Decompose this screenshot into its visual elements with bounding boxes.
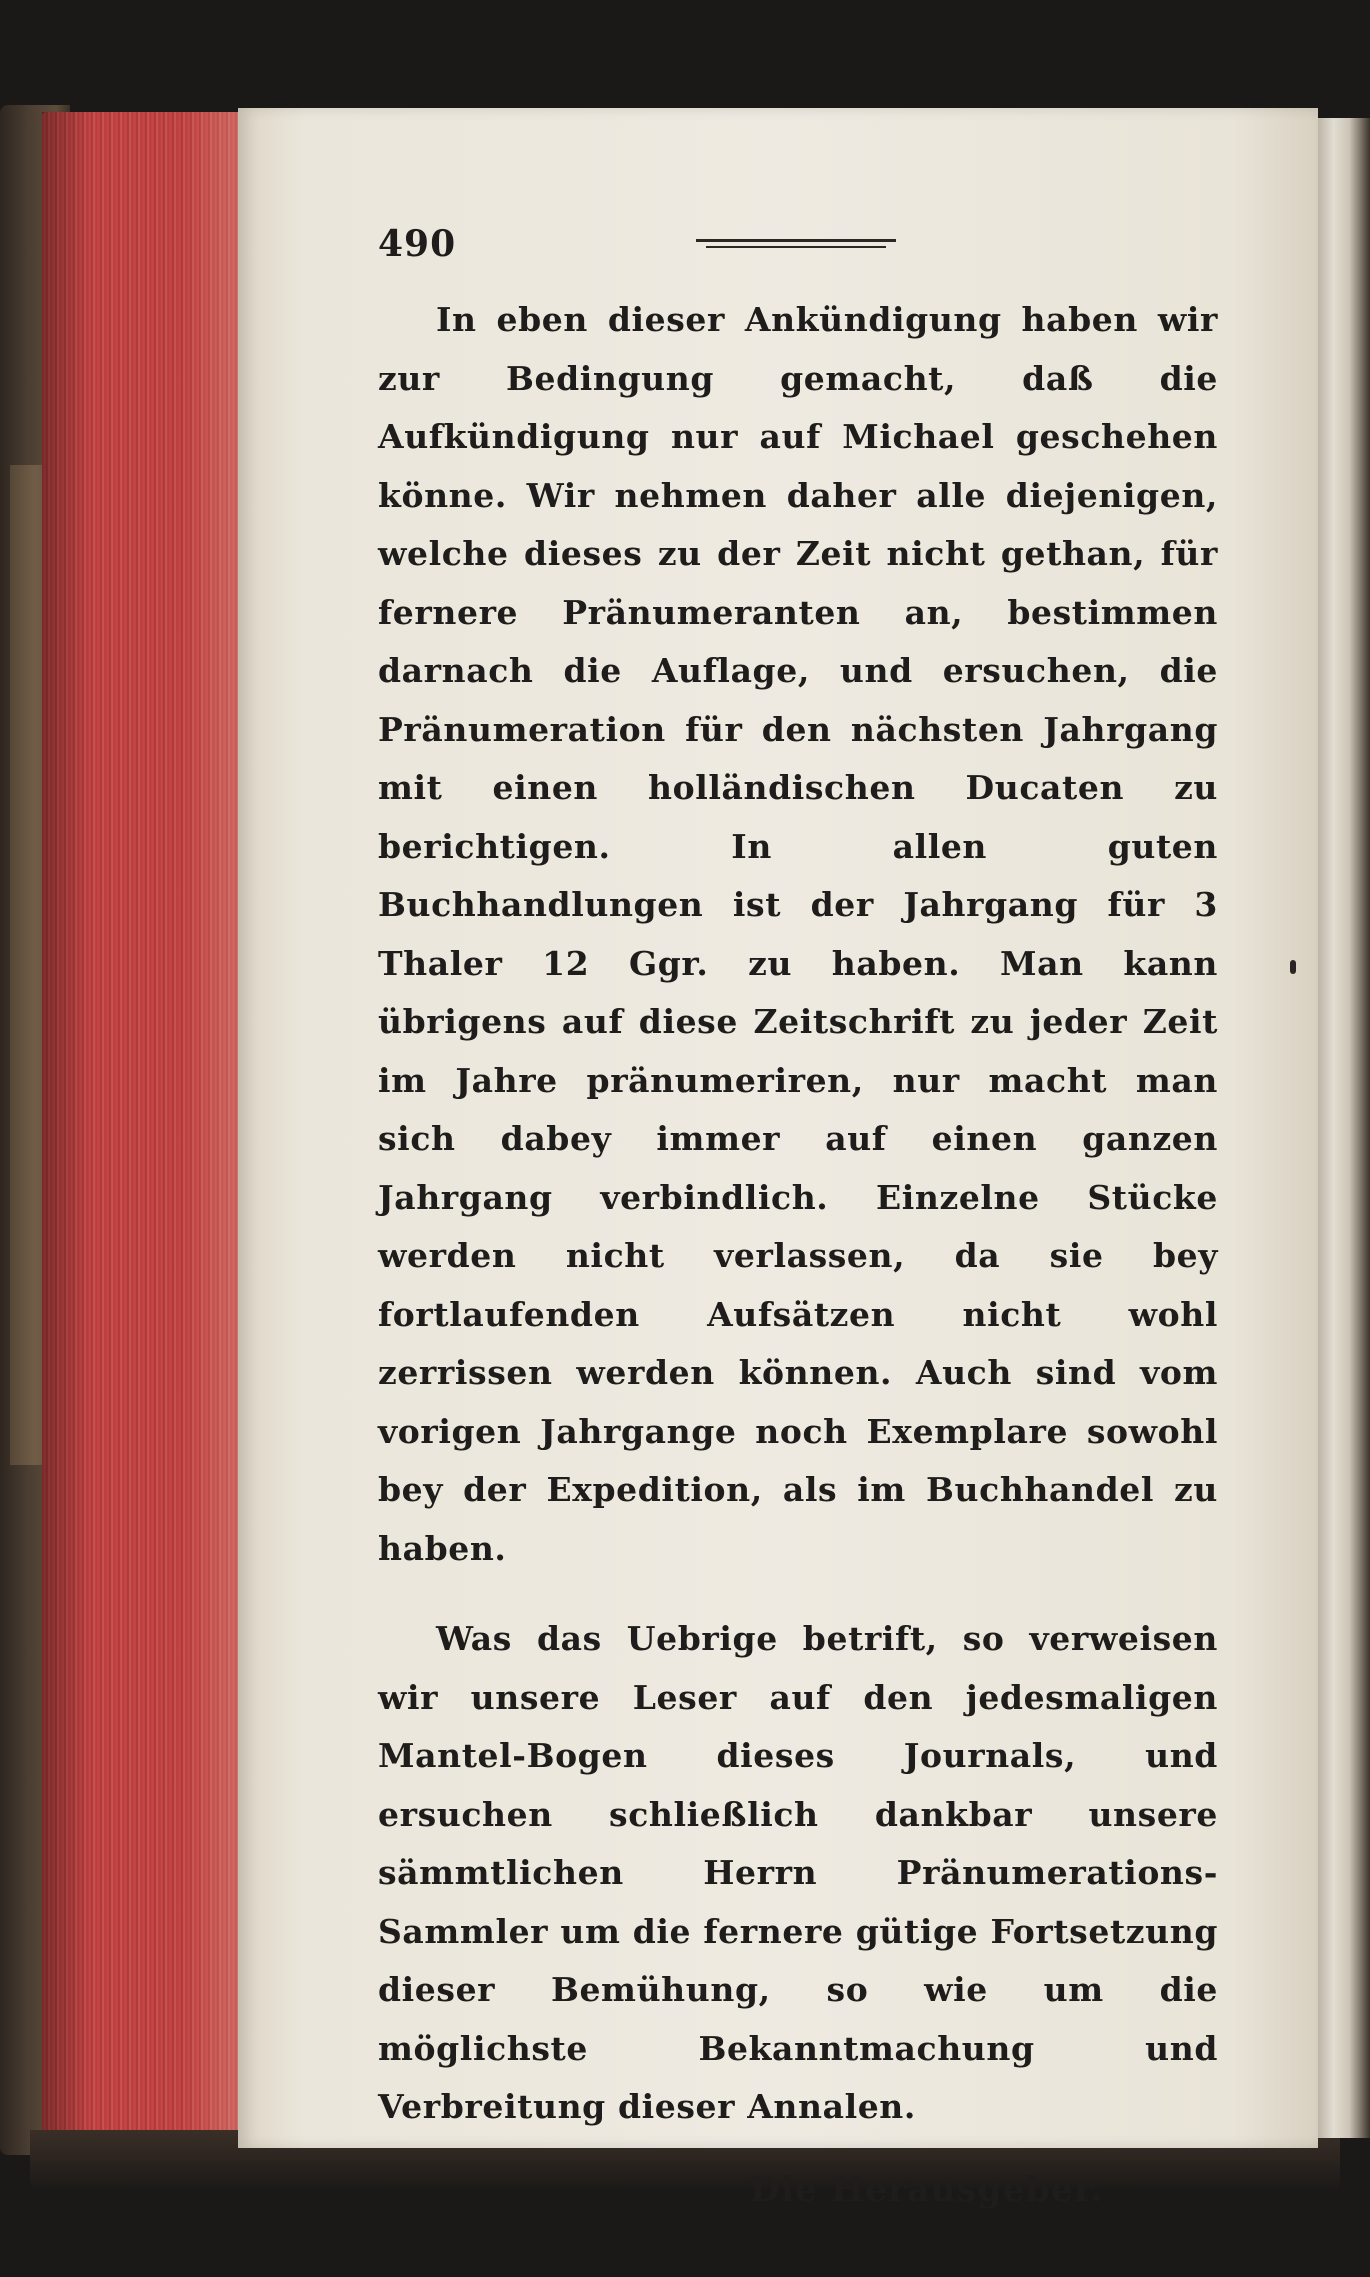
book-page <box>238 108 1318 2210</box>
dust-speck <box>1290 960 1296 974</box>
page-content <box>378 213 1218 2210</box>
book-cover-right <box>1318 118 1370 2138</box>
paragraph-remainder: Was das Uebrige betrift, so verweisen wir unsere Leser auf den jedesmaligen Mantel-Bogen dieses Journals, und ersuchen schließlich dankbar unsere sämmtlichen Herrn Pränumerations-Sammler um die fernere gütige Fortsetzung dieser Bemühung, so wie um die möglichste Bekanntmachung und Verbreitung dieser Annalen. <box>378 1619 1218 2126</box>
page-number: 490 <box>378 223 457 265</box>
page-header <box>378 213 1218 273</box>
page-edges-shading <box>42 112 242 2147</box>
ornament-rule <box>696 239 896 253</box>
paragraph-announcement: In eben dieser Ankündigung haben wir zur Bedingung gemacht, daß die Aufkündigung nur auf Michael geschehen könne. Wir nehmen daher alle diejenigen, welche dieses zu der Zeit nicht gethan, für fernere Pränumeranten an, bestimmen darnach die Auflage, und ersuchen, die Pränumeration für den nächsten Jahrgang mit einen holländischen Ducaten zu berichtigen. In allen guten Buchhandlungen ist der Jahrgang für 3 Thaler 12 Ggr. zu haben. Man kann übrigens auf diese Zeitschrift zu jeder Zeit im Jahre pränumeriren, nur macht man sich dabey immer auf einen ganzen Jahrgang verbindlich. Einzelne Stücke werden nicht verlassen, da sie bey fortlaufenden Aufsätzen nicht wohl zerrissen werden können. Auch sind vom vorigen Jahrgange noch Exemplare sowohl bey der Expedition, als im Buchhandel zu haben. <box>378 300 1218 1568</box>
signature: Die Herausgeber. <box>749 2168 1103 2210</box>
